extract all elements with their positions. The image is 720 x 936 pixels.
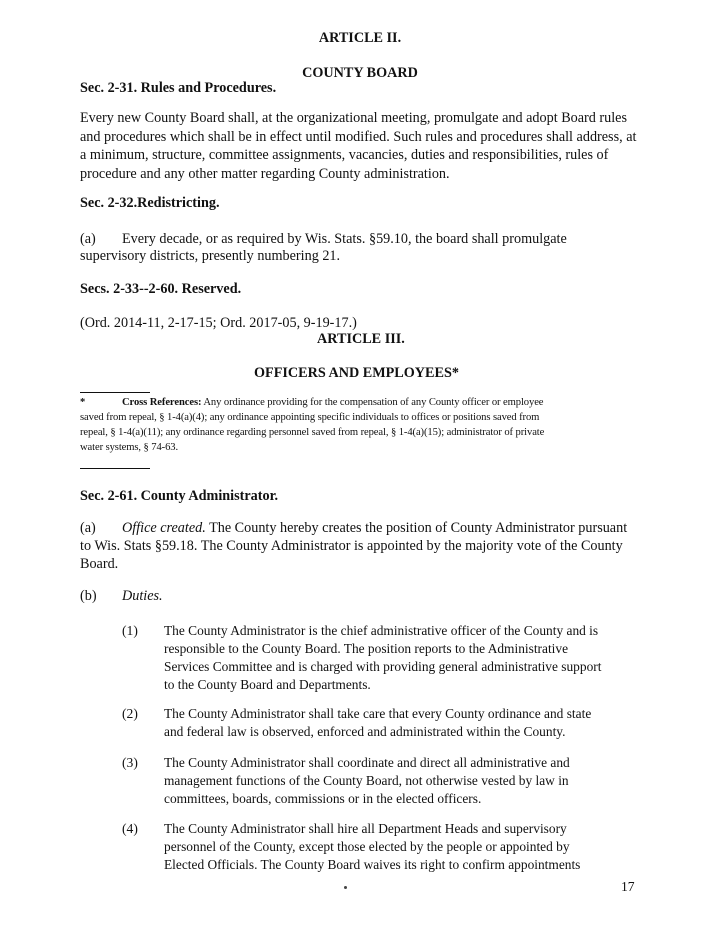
- section-heading: Sec. 2-32.Redistricting.: [80, 195, 220, 211]
- scan-dot: [344, 886, 347, 889]
- list-item: [164, 820, 640, 874]
- list-item-line: Elected Officials. The County Board waives its right to confirm appointments: [164, 857, 581, 872]
- list-item: [164, 754, 640, 808]
- footnote-rule-bottom: [80, 468, 150, 469]
- paragraph-line-3: Board.: [80, 556, 119, 572]
- footnote-lead: Cross References:: [122, 397, 202, 408]
- list-item-line: management functions of the County Board, not otherwise vested by law in: [164, 773, 569, 788]
- footnote-line-1: Any ordinance providing for the compensation of any County officer or employee: [203, 397, 544, 408]
- paragraph-label: (a): [80, 231, 96, 247]
- footnote-line-4: water systems, § 74-63.: [80, 442, 179, 453]
- list-item-number: (3): [122, 755, 138, 770]
- section-paragraph: Every new County Board shall, at the organizational meeting, promulgate and adopt Board rules and procedures which shall be in effect until modified. Such rules and procedures shall address, at a minimum, structure, committee assignments, vacancies, duties and responsibilities, rules of procedure and any other matter regarding County administration.: [80, 110, 637, 182]
- list-item-line: responsible to the County Board. The position reports to the Administrative: [164, 641, 569, 656]
- paragraph-line-2: to Wis. Stats §59.18. The County Administrator is appointed by the majority vote of the County: [80, 538, 623, 554]
- article-2-heading: ARTICLE II.: [318, 30, 402, 46]
- paragraph-text: supervisory districts, presently numbering 21.: [80, 248, 341, 264]
- list-item-number: (2): [122, 706, 138, 721]
- paragraph-label: (a): [80, 520, 96, 536]
- list-item-line: Services Committee and is charged with providing general administrative support: [164, 659, 602, 674]
- article-3-heading-text: ARTICLE III.: [317, 331, 405, 347]
- paragraph-title: Duties.: [122, 588, 163, 604]
- paragraph-label: (b): [80, 588, 97, 604]
- list-item-number: (1): [122, 623, 138, 638]
- footnote-line-3: repeal, § 1-4(a)(11); any ordinance regarding personnel saved from repeal, § 1-4(a)(15); administrator of private: [80, 427, 545, 438]
- list-item-line: The County Administrator shall take care that every County ordinance and state: [164, 706, 592, 721]
- list-item-number: (4): [122, 821, 138, 836]
- footnote-line: [122, 395, 642, 410]
- list-item-line: committees, boards, commissions or in the elected officers.: [164, 791, 482, 806]
- paragraph-line-1: The County hereby creates the position of County Administrator pursuant: [209, 520, 628, 536]
- footnote-marker: *: [80, 397, 86, 408]
- page-number: 17: [621, 879, 635, 894]
- list-item-line: The County Administrator shall hire all Department Heads and supervisory: [164, 821, 567, 836]
- paragraph-text: Every decade, or as required by Wis. Stats. §59.10, the board shall promulgate: [122, 231, 567, 247]
- section-heading: Sec. 2-61. County Administrator.: [80, 488, 279, 504]
- list-item-line: The County Administrator is the chief administrative officer of the County and is: [164, 623, 599, 638]
- section-heading: Sec. 2-31. Rules and Procedures.: [80, 80, 277, 96]
- history-note: (Ord. 2014-11, 2-17-15; Ord. 2017-05, 9-19-17.): [80, 315, 357, 331]
- list-item-line: and federal law is observed, enforced and administrated within the County.: [164, 724, 566, 739]
- section-heading: Secs. 2-33--2-60. Reserved.: [80, 281, 242, 297]
- list-item: [164, 705, 640, 741]
- list-item-line: The County Administrator shall coordinate and direct all administrative and: [164, 755, 570, 770]
- list-item-line: personnel of the County, except those elected by the people or appointed by: [164, 839, 570, 854]
- article-2-title: COUNTY BOARD: [302, 65, 418, 81]
- footnote-rule-top: [80, 392, 150, 393]
- paragraph-title: Office created.: [122, 520, 206, 536]
- footnote-line-2: saved from repeal, § 1-4(a)(4); any ordinance appointing specific individuals to offices or positions saved from: [80, 412, 540, 423]
- list-item-line: to the County Board and Departments.: [164, 677, 371, 692]
- list-item: [164, 622, 640, 694]
- paragraph-text: [122, 519, 642, 538]
- article-3-title: OFFICERS AND EMPLOYEES*: [254, 365, 459, 381]
